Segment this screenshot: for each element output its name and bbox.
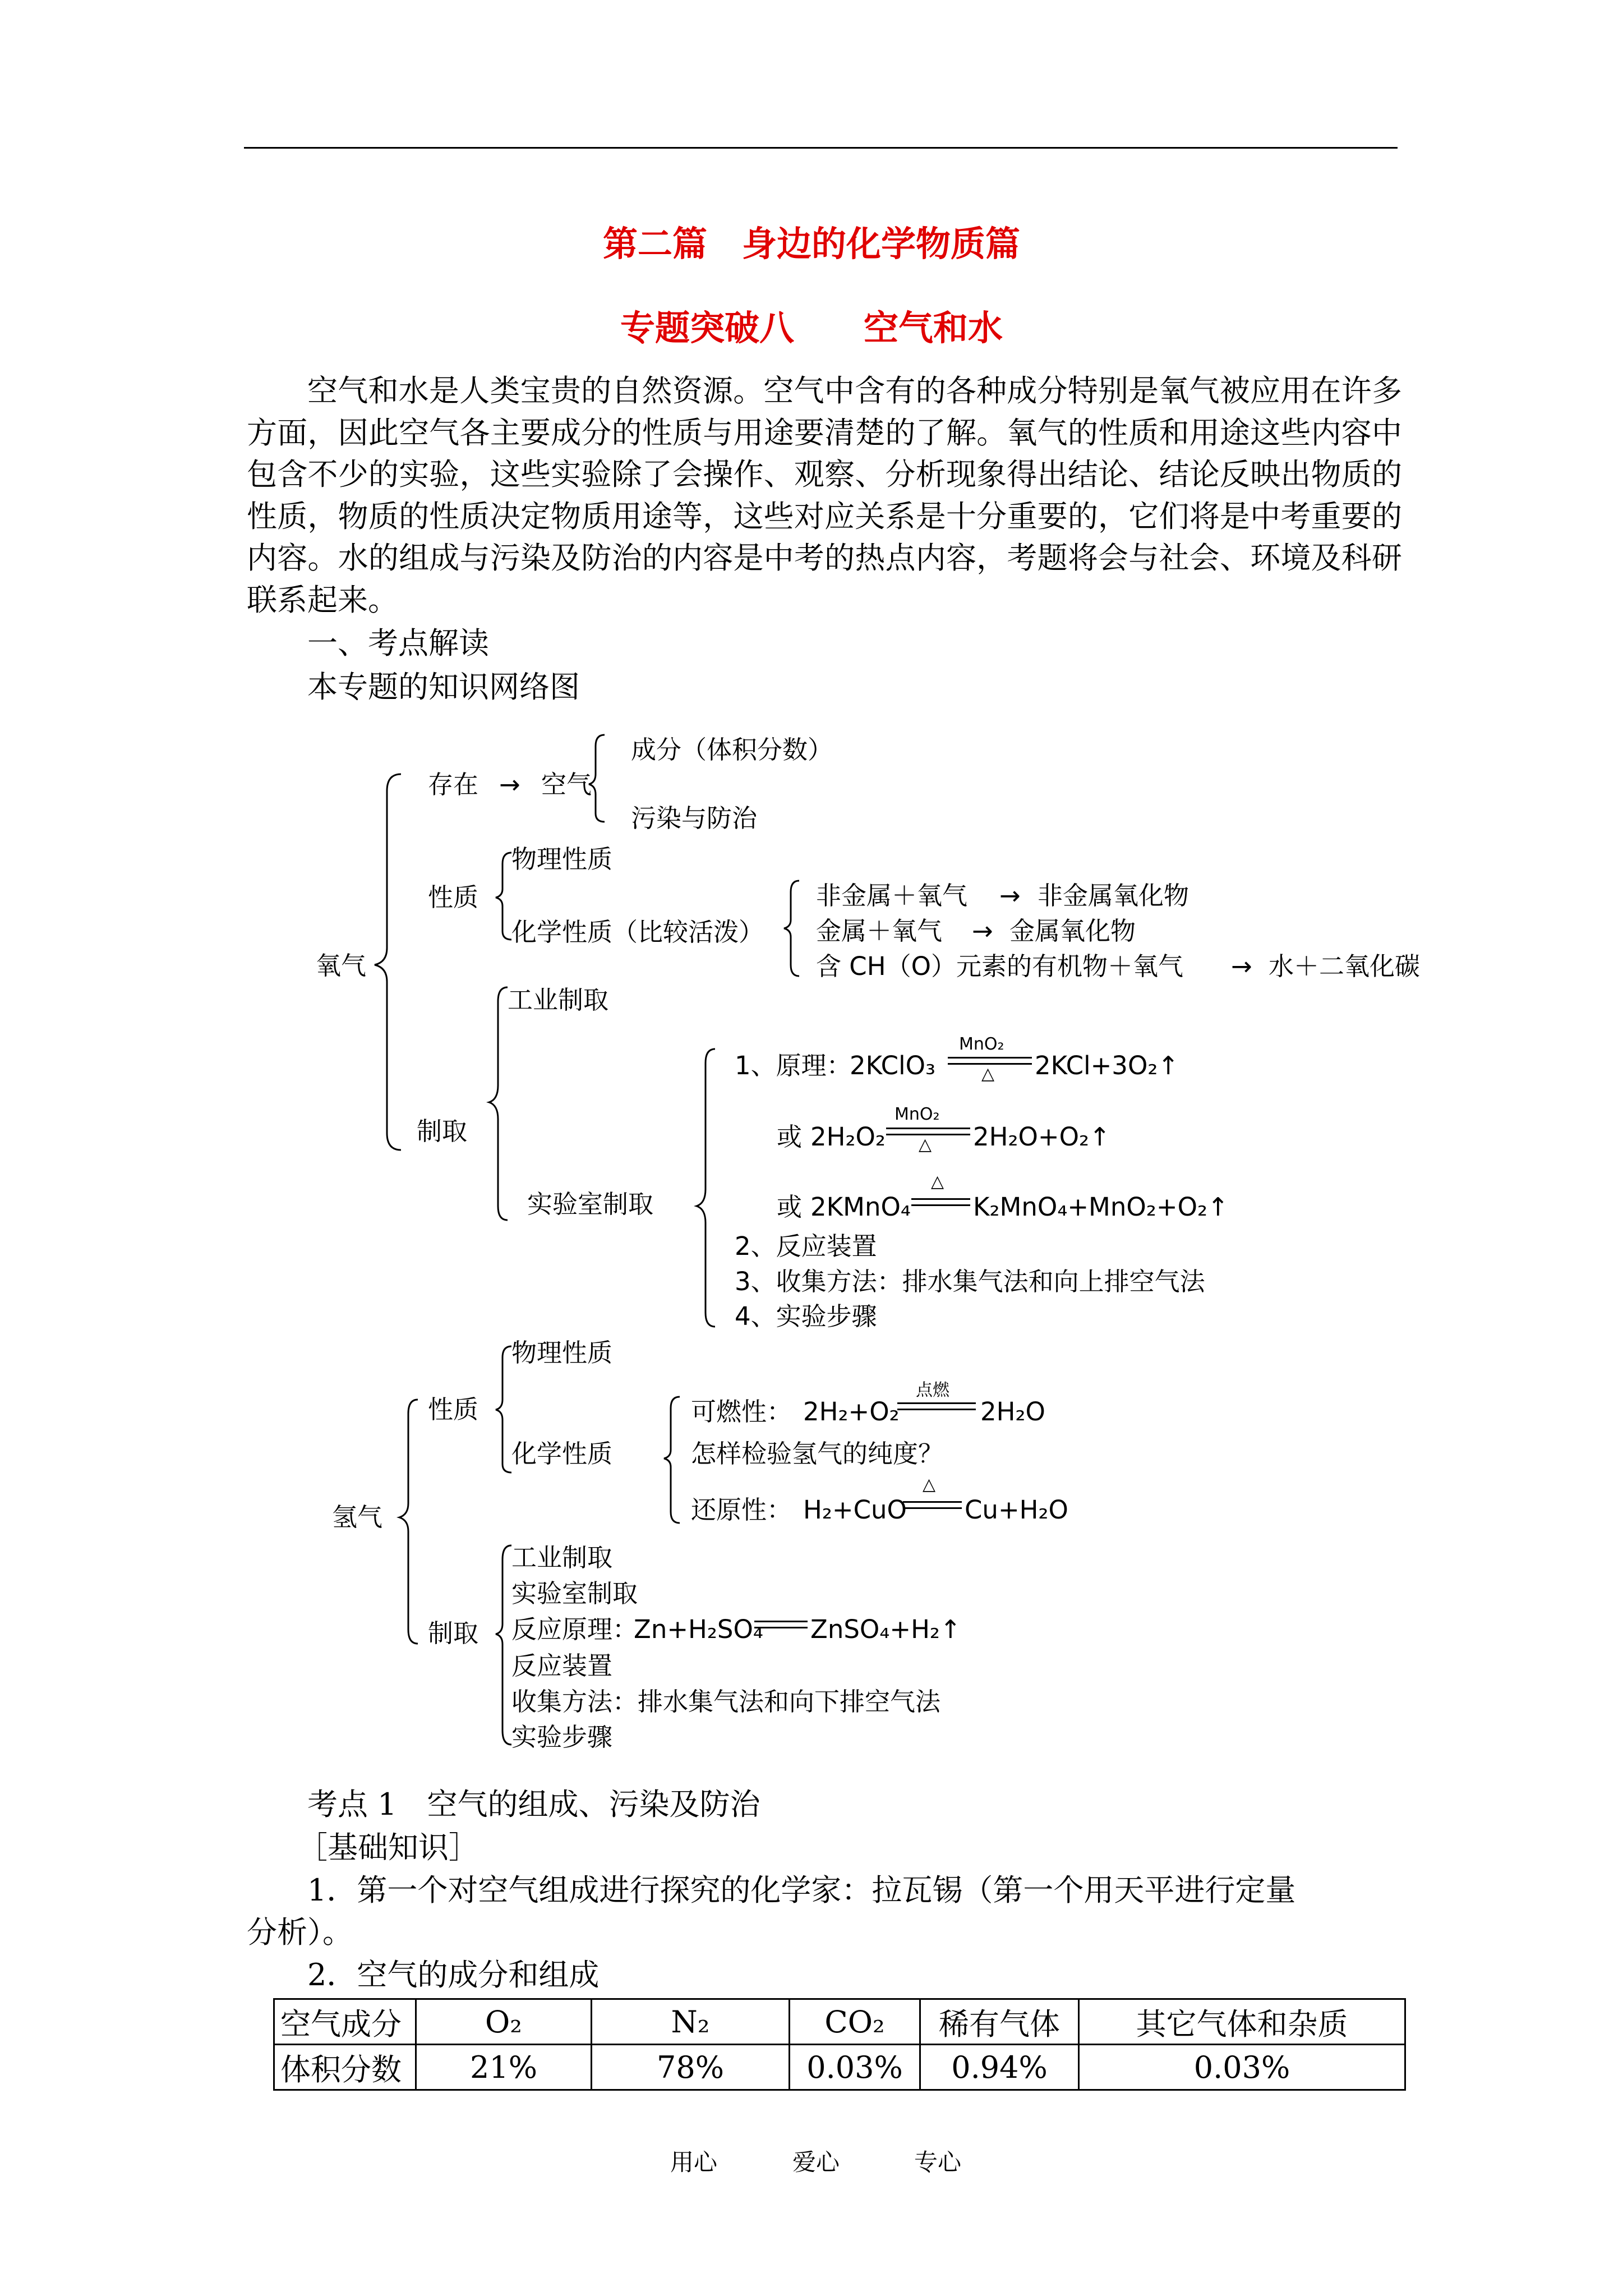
- eq2-or: 或: [777, 1122, 803, 1152]
- footer-text-2: 爱心: [792, 2148, 840, 2176]
- label-h-property: 性质: [428, 1395, 479, 1424]
- reaction-2-arrow: →: [972, 916, 993, 946]
- label-h-lab: 实验室制取: [511, 1579, 638, 1608]
- footer-text-3: 专心: [914, 2148, 962, 2176]
- brace-hydrogen: [399, 1400, 418, 1644]
- label-property: 性质: [428, 882, 479, 912]
- label-purity: 怎样检验氢气的纯度？: [691, 1439, 944, 1469]
- combust-condition: 点燃: [916, 1381, 949, 1400]
- table-header-cell: 空气成分: [274, 1999, 416, 2045]
- brace-prepare: [489, 987, 508, 1220]
- part-title: 第二篇 身边的化学物质篇: [602, 223, 1020, 264]
- eq1-catalyst: MnO₂: [959, 1034, 1004, 1054]
- table-row: [274, 2045, 1405, 2090]
- label-industrial: 工业制取: [508, 985, 609, 1015]
- item-2-heading: 2．空气的成分和组成: [307, 1957, 600, 1993]
- label-apparatus: 2、反应装置: [735, 1231, 877, 1261]
- label-pollution: 污染与防治: [631, 803, 758, 833]
- label-h-industrial: 工业制取: [511, 1543, 613, 1572]
- table-header-cell: O₂: [416, 1999, 592, 2045]
- table-cell: 78%: [592, 2045, 790, 2090]
- combust-left: 2H₂+O₂: [803, 1397, 900, 1427]
- reaction-3-right: 水＋二氧化碳: [1269, 951, 1421, 981]
- principle-label: 1、原理：: [735, 1051, 852, 1080]
- topic-title: 专题突破八 空气和水: [620, 307, 1003, 348]
- label-h-prepare: 制取: [428, 1618, 479, 1648]
- label-steps: 4、实验步骤: [735, 1301, 877, 1331]
- eq3-or: 或: [777, 1192, 803, 1222]
- eq2-right: 2H₂O+O₂↑: [973, 1122, 1110, 1152]
- table-header-cell: N₂: [592, 1999, 790, 2045]
- brace-reactions: [784, 881, 799, 976]
- intro-paragraph: 空气和水是人类宝贵的自然资源。空气中含有的各种成分特别是氧气被应用在许多方面，因此空气各主要成分的性质与用途要清楚的了解。氧气的性质和用途这些内容中包含不少的实验，这些实验除了会操作、观察、分析现象得出结论、结论反映出物质的性质，物质的性质决定物质用途等，这些对应关系是十分重要的，它们将是中考重要的内容。水的组成与污染及防治的内容是中考的热点内容，考题将会与社会、环境及科研联系起来。: [247, 373, 1402, 618]
- footer-text-1: 用心: [670, 2148, 718, 2176]
- reaction-1-arrow: →: [999, 881, 1021, 910]
- combust-right: 2H₂O: [980, 1397, 1045, 1427]
- label-hydrogen: 氢气: [332, 1502, 383, 1532]
- reaction-3-arrow: →: [1231, 951, 1252, 981]
- label-prepare: 制取: [417, 1116, 468, 1146]
- eq1-heat: △: [981, 1064, 995, 1084]
- label-oxygen: 氧气: [316, 951, 367, 981]
- reaction-3-left: 含 CH（O）元素的有机物＋氧气: [816, 951, 1183, 981]
- h-eq-left: Zn+H₂SO₄: [634, 1614, 763, 1644]
- eq2-catalyst: MnO₂: [895, 1105, 940, 1124]
- eq3-right: K₂MnO₄+MnO₂+O₂↑: [973, 1192, 1229, 1222]
- label-physical: 物理性质: [511, 844, 613, 874]
- reaction-2-left: 金属＋氧气: [816, 916, 943, 946]
- air-composition-table: [273, 1998, 1406, 2091]
- eq1-right: 2KCl+3O₂↑: [1035, 1051, 1179, 1080]
- brace-h-chemical: [664, 1397, 680, 1523]
- brace-lab: [697, 1049, 715, 1327]
- label-h-apparatus: 反应装置: [511, 1651, 613, 1681]
- combust-equals: [897, 1402, 976, 1410]
- reduce-label: 还原性：: [691, 1495, 792, 1525]
- label-h-collect: 收集方法：排水集气法和向下排空气法: [511, 1687, 941, 1717]
- h-principle-label: 反应原理：: [511, 1614, 638, 1644]
- table-cell: 0.94%: [920, 2045, 1079, 2090]
- table-cell: 0.03%: [1079, 2045, 1405, 2090]
- reaction-2-right: 金属氧化物: [1009, 916, 1136, 946]
- eq3-heat: △: [931, 1172, 944, 1191]
- eq1-left: 2KClO₃: [850, 1051, 936, 1080]
- reaction-1-right: 非金属氧化物: [1038, 881, 1189, 910]
- label-exist: 存在: [428, 770, 479, 799]
- label-composition: 成分（体积分数）: [631, 735, 833, 765]
- item-1-line-1: 1．第一个对空气组成进行探究的化学家：拉瓦锡（第一个用天平进行定量: [307, 1872, 1296, 1908]
- combust-label: 可燃性：: [691, 1397, 792, 1427]
- label-h-physical: 物理性质: [511, 1338, 613, 1368]
- eq2-heat: △: [919, 1135, 932, 1154]
- eq3-equals: [911, 1198, 970, 1206]
- eq1-equals: [948, 1057, 1032, 1065]
- brace-oxygen: [375, 774, 401, 1150]
- eq2-equals: [886, 1128, 970, 1135]
- eq3-left: 2KMnO₄: [810, 1192, 911, 1222]
- table-header-cell: 其它气体和杂质: [1079, 1999, 1405, 2045]
- item-1-line-2: 分析）。: [247, 1915, 353, 1950]
- arrow-exist: →: [499, 770, 520, 799]
- network-title: 本专题的知识网络图: [307, 669, 580, 705]
- reduce-left: H₂+CuO: [803, 1495, 907, 1525]
- reduce-equals: [903, 1501, 962, 1509]
- reduce-heat: △: [923, 1475, 936, 1494]
- table-cell: 体积分数: [274, 2045, 416, 2090]
- brace-property: [496, 853, 511, 940]
- reduce-right: Cu+H₂O: [965, 1495, 1068, 1525]
- h-eq-equals: [754, 1621, 808, 1628]
- eq2-left: 2H₂O₂: [810, 1122, 886, 1152]
- brace-h-property: [496, 1346, 511, 1473]
- table-header-row: [274, 1999, 1405, 2045]
- section-heading: 一、考点解读: [307, 625, 489, 661]
- label-collect-o2: 3、收集方法：排水集气法和向上排空气法: [735, 1267, 1205, 1296]
- brace-h-prepare: [496, 1545, 511, 1745]
- reaction-1-left: 非金属＋氧气: [816, 881, 968, 910]
- table-header-cell: CO₂: [790, 1999, 920, 2045]
- point-1-heading: 考点 1 空气的组成、污染及防治: [307, 1787, 760, 1822]
- label-lab: 实验室制取: [527, 1189, 654, 1219]
- table-cell: 0.03%: [790, 2045, 920, 2090]
- label-chemical-active: 化学性质（比较活泼）: [511, 917, 764, 947]
- table-cell: 21%: [416, 2045, 592, 2090]
- basic-knowledge-heading: ［基础知识］: [297, 1830, 479, 1865]
- label-air: 空气: [541, 770, 592, 799]
- label-h-chemical: 化学性质: [511, 1439, 613, 1469]
- table-header-cell: 稀有气体: [920, 1999, 1079, 2045]
- label-h-steps: 实验步骤: [511, 1722, 613, 1752]
- h-eq-right: ZnSO₄+H₂↑: [810, 1614, 961, 1644]
